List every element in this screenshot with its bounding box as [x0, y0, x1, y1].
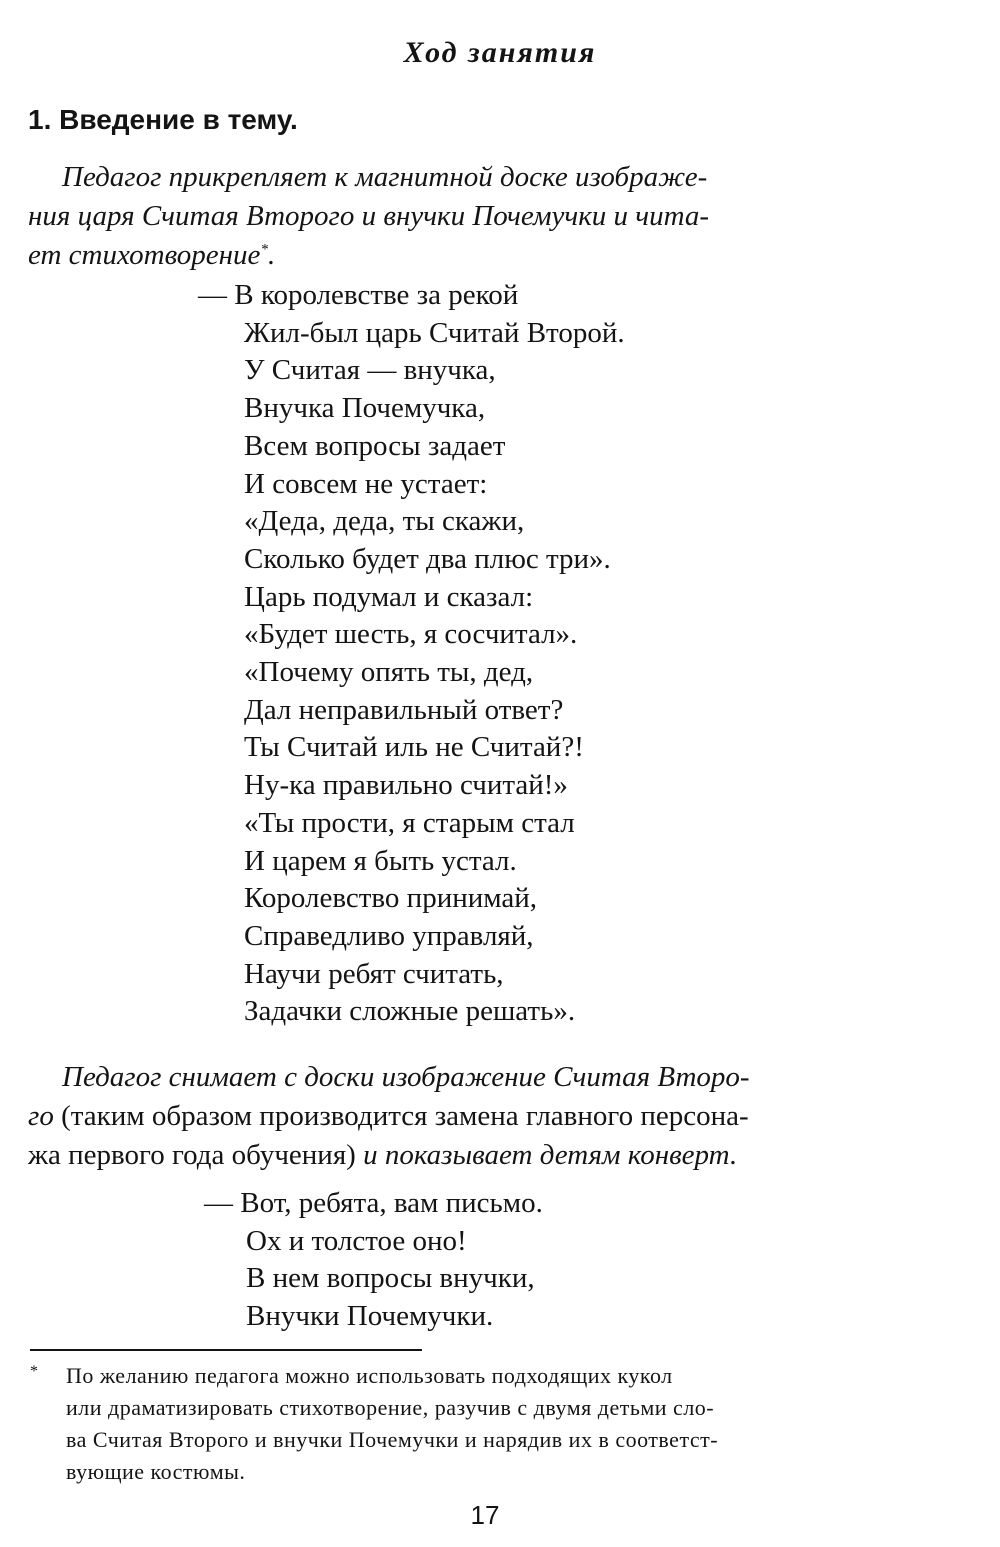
poem-line: Справедливо управляй,	[244, 919, 534, 952]
poem-line: И царем я быть устал.	[244, 844, 517, 877]
para2-line	[28, 1136, 940, 1175]
poem-line: Жил-был царь Считай Второй.	[244, 316, 625, 349]
footnote-divider	[30, 1349, 422, 1351]
poem-line: У Считая — внучка,	[244, 354, 496, 387]
para2-italic-text: го	[28, 1100, 54, 1132]
poem-line: «Почему опять ты, дед,	[244, 656, 534, 689]
footnote-line: или драматизировать стихотворение, разучив с двумя детьми сло-	[66, 1395, 715, 1420]
poem-line: В нем вопросы внучки,	[246, 1262, 535, 1295]
poem-1	[198, 277, 625, 1031]
intro-paragraph	[28, 158, 940, 275]
poem-line: «Деда, деда, ты скажи,	[244, 505, 525, 538]
poem-line: «Будет шесть, я сосчитал».	[244, 618, 578, 651]
poem-line: Ты Считай иль не Считай?!	[244, 731, 584, 764]
para2-line	[28, 1097, 940, 1136]
footnote-line: По желанию педагога можно использовать подходящих кукол	[66, 1363, 673, 1388]
poem-line: Задачки сложные решать».	[244, 995, 576, 1028]
para2-line: Педагог снимает с доски изображение Считая Второ-	[62, 1061, 750, 1093]
footnote	[30, 1360, 942, 1488]
poem-line: — Вот, ребята, вам письмо.	[204, 1187, 543, 1219]
intro-line-text: ет стихотворение	[28, 239, 261, 271]
poem-line: Ох и толстое оно!	[246, 1224, 467, 1257]
poem-2	[204, 1185, 543, 1336]
intro-line-last	[28, 236, 940, 275]
para2-regular-text: (таким образом производится замена главного персона-	[53, 1100, 749, 1132]
poem-line: Дал неправильный ответ?	[244, 693, 564, 726]
footnote-line: ва Считая Второго и внучки Почемучки и нарядив их в соответст-	[66, 1427, 719, 1452]
footnote-reference[interactable]: *	[260, 241, 268, 258]
intro-line: Педагог прикрепляет к магнитной доске изображе-	[62, 161, 708, 193]
poem-line: Внучка Почемучка,	[244, 392, 486, 425]
poem-line: «Ты прости, я старым стал	[244, 806, 575, 839]
intro-end-punct: .	[267, 239, 276, 271]
poem-line: И совсем не устает:	[244, 467, 488, 500]
section-heading: 1. Введение в тему.	[28, 104, 298, 135]
intro-line: ния царя Считая Второго и внучки Почемучки и чита-	[28, 200, 710, 232]
poem-line: — В королевстве за рекой	[198, 279, 519, 311]
page-number: 17	[470, 1500, 500, 1530]
poem-line: Царь подумал и сказал:	[244, 580, 534, 613]
poem-line: Ну-ка правильно считай!»	[244, 769, 568, 802]
para2-regular-text: жа первого года обучения)	[28, 1139, 356, 1171]
para2-italic-text: и показывает детям конверт.	[355, 1139, 738, 1171]
footnote-mark: *	[30, 1363, 39, 1380]
poem-line: Королевство принимай,	[244, 882, 538, 915]
poem-line: Сколько будет два плюс три».	[244, 542, 611, 575]
instruction-paragraph	[28, 1058, 940, 1175]
lesson-title: Ход занятия	[403, 36, 597, 69]
footnote-line: вующие костюмы.	[66, 1459, 246, 1484]
poem-line: Внучки Почемучки.	[246, 1300, 494, 1333]
poem-line: Научи ребят считать,	[244, 957, 504, 990]
poem-line: Всем вопросы задает	[244, 429, 506, 462]
